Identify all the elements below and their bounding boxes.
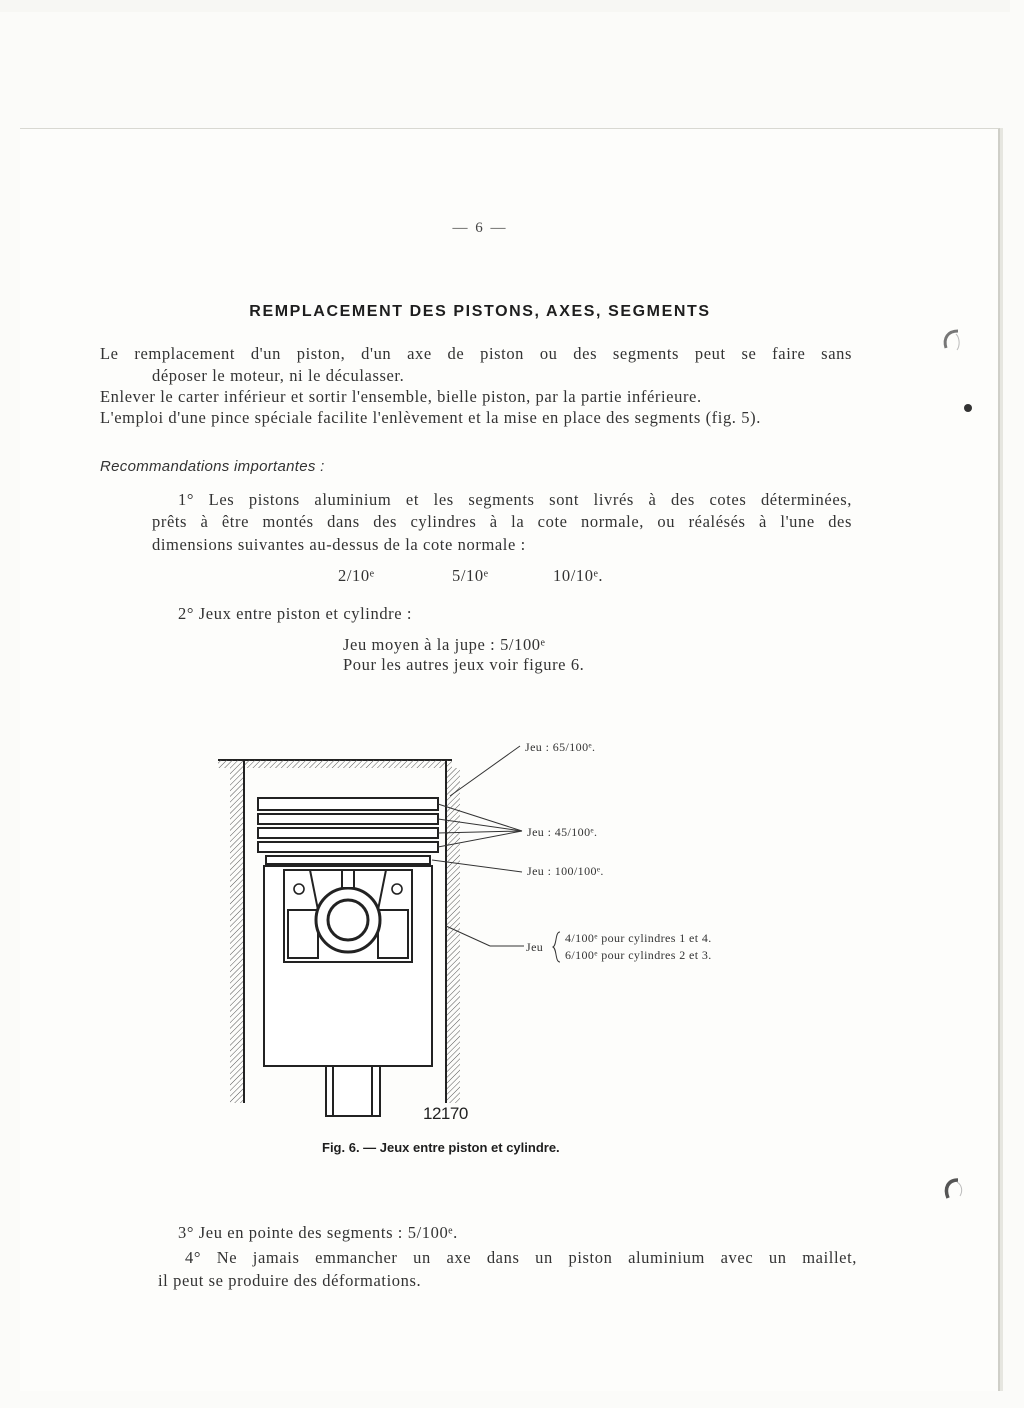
- figure-number: 12170: [423, 1104, 468, 1123]
- clearance-label-skirt-prefix: Jeu: [526, 940, 544, 954]
- intro-line-3: Enlever le carter inférieur et sortir l'ensemble, bielle piston, par la partie inférieure.: [100, 387, 702, 406]
- item4-line-1: 4° Ne jamais emmancher un axe dans un piston aluminium avec un maillet,: [185, 1248, 857, 1267]
- dimension-value: 5/10ᵉ: [452, 566, 489, 585]
- item3-line: 3° Jeu en pointe des segments : 5/100ᵉ.: [178, 1223, 458, 1242]
- item4-line-2: il peut se produire des déformations.: [158, 1271, 422, 1290]
- intro-line-1: Le remplacement d'un piston, d'un axe de piston ou des segments peut se faire sans: [100, 344, 852, 363]
- underlying-sheet-edge: [0, 0, 1010, 12]
- item2-heading: 2° Jeux entre piston et cylindre :: [178, 604, 413, 623]
- ink-dot-icon: [962, 402, 974, 414]
- clearance-label-skirt-1: 4/100ᵉ pour cylindres 1 et 4.: [565, 931, 712, 945]
- item2-line-1: Jeu moyen à la jupe : 5/100ᵉ: [343, 635, 546, 654]
- item2-line-2: Pour les autres jeux voir figure 6.: [343, 655, 585, 674]
- clearance-label-top: Jeu : 65/100ᵉ.: [525, 740, 596, 754]
- clearance-label-rings: Jeu : 45/100ᵉ.: [527, 825, 598, 839]
- item1-line-1: 1° Les pistons aluminium et les segments sont livrés à des cotes déterminées,: [178, 490, 852, 509]
- page-number: — 6 —: [452, 220, 508, 236]
- clearance-label-skirt-2: 6/100ᵉ pour cylindres 2 et 3.: [565, 948, 712, 962]
- intro-line-4: L'emploi d'une pince spéciale facilite l'enlèvement et la mise en place des segments (fig. 5).: [100, 408, 761, 427]
- item1-line-3: dimensions suivantes au-dessus de la cote normale :: [152, 535, 526, 554]
- binder-hole-icon: [942, 1176, 964, 1202]
- figure-caption: Fig. 6. — Jeux entre piston et cylindre.: [322, 1140, 560, 1155]
- subheading: Recommandations importantes :: [100, 458, 325, 475]
- section-title: REMPLACEMENT DES PISTONS, AXES, SEGMENTS: [249, 303, 711, 320]
- brace-icon: [552, 931, 562, 963]
- dimension-value: 10/10ᵉ.: [553, 566, 604, 585]
- intro-line-2: déposer le moteur, ni le déculasser.: [152, 366, 405, 385]
- dimension-value: 2/10ᵉ: [338, 566, 375, 585]
- clearance-label-crown: Jeu : 100/100ᵉ.: [527, 864, 604, 878]
- item1-line-2: prêts à être montés dans des cylindres à la cote normale, ou réalésés à l'une des: [152, 512, 852, 531]
- binder-hole-icon: [940, 328, 962, 354]
- piston-cylinder-diagram: [200, 730, 530, 1130]
